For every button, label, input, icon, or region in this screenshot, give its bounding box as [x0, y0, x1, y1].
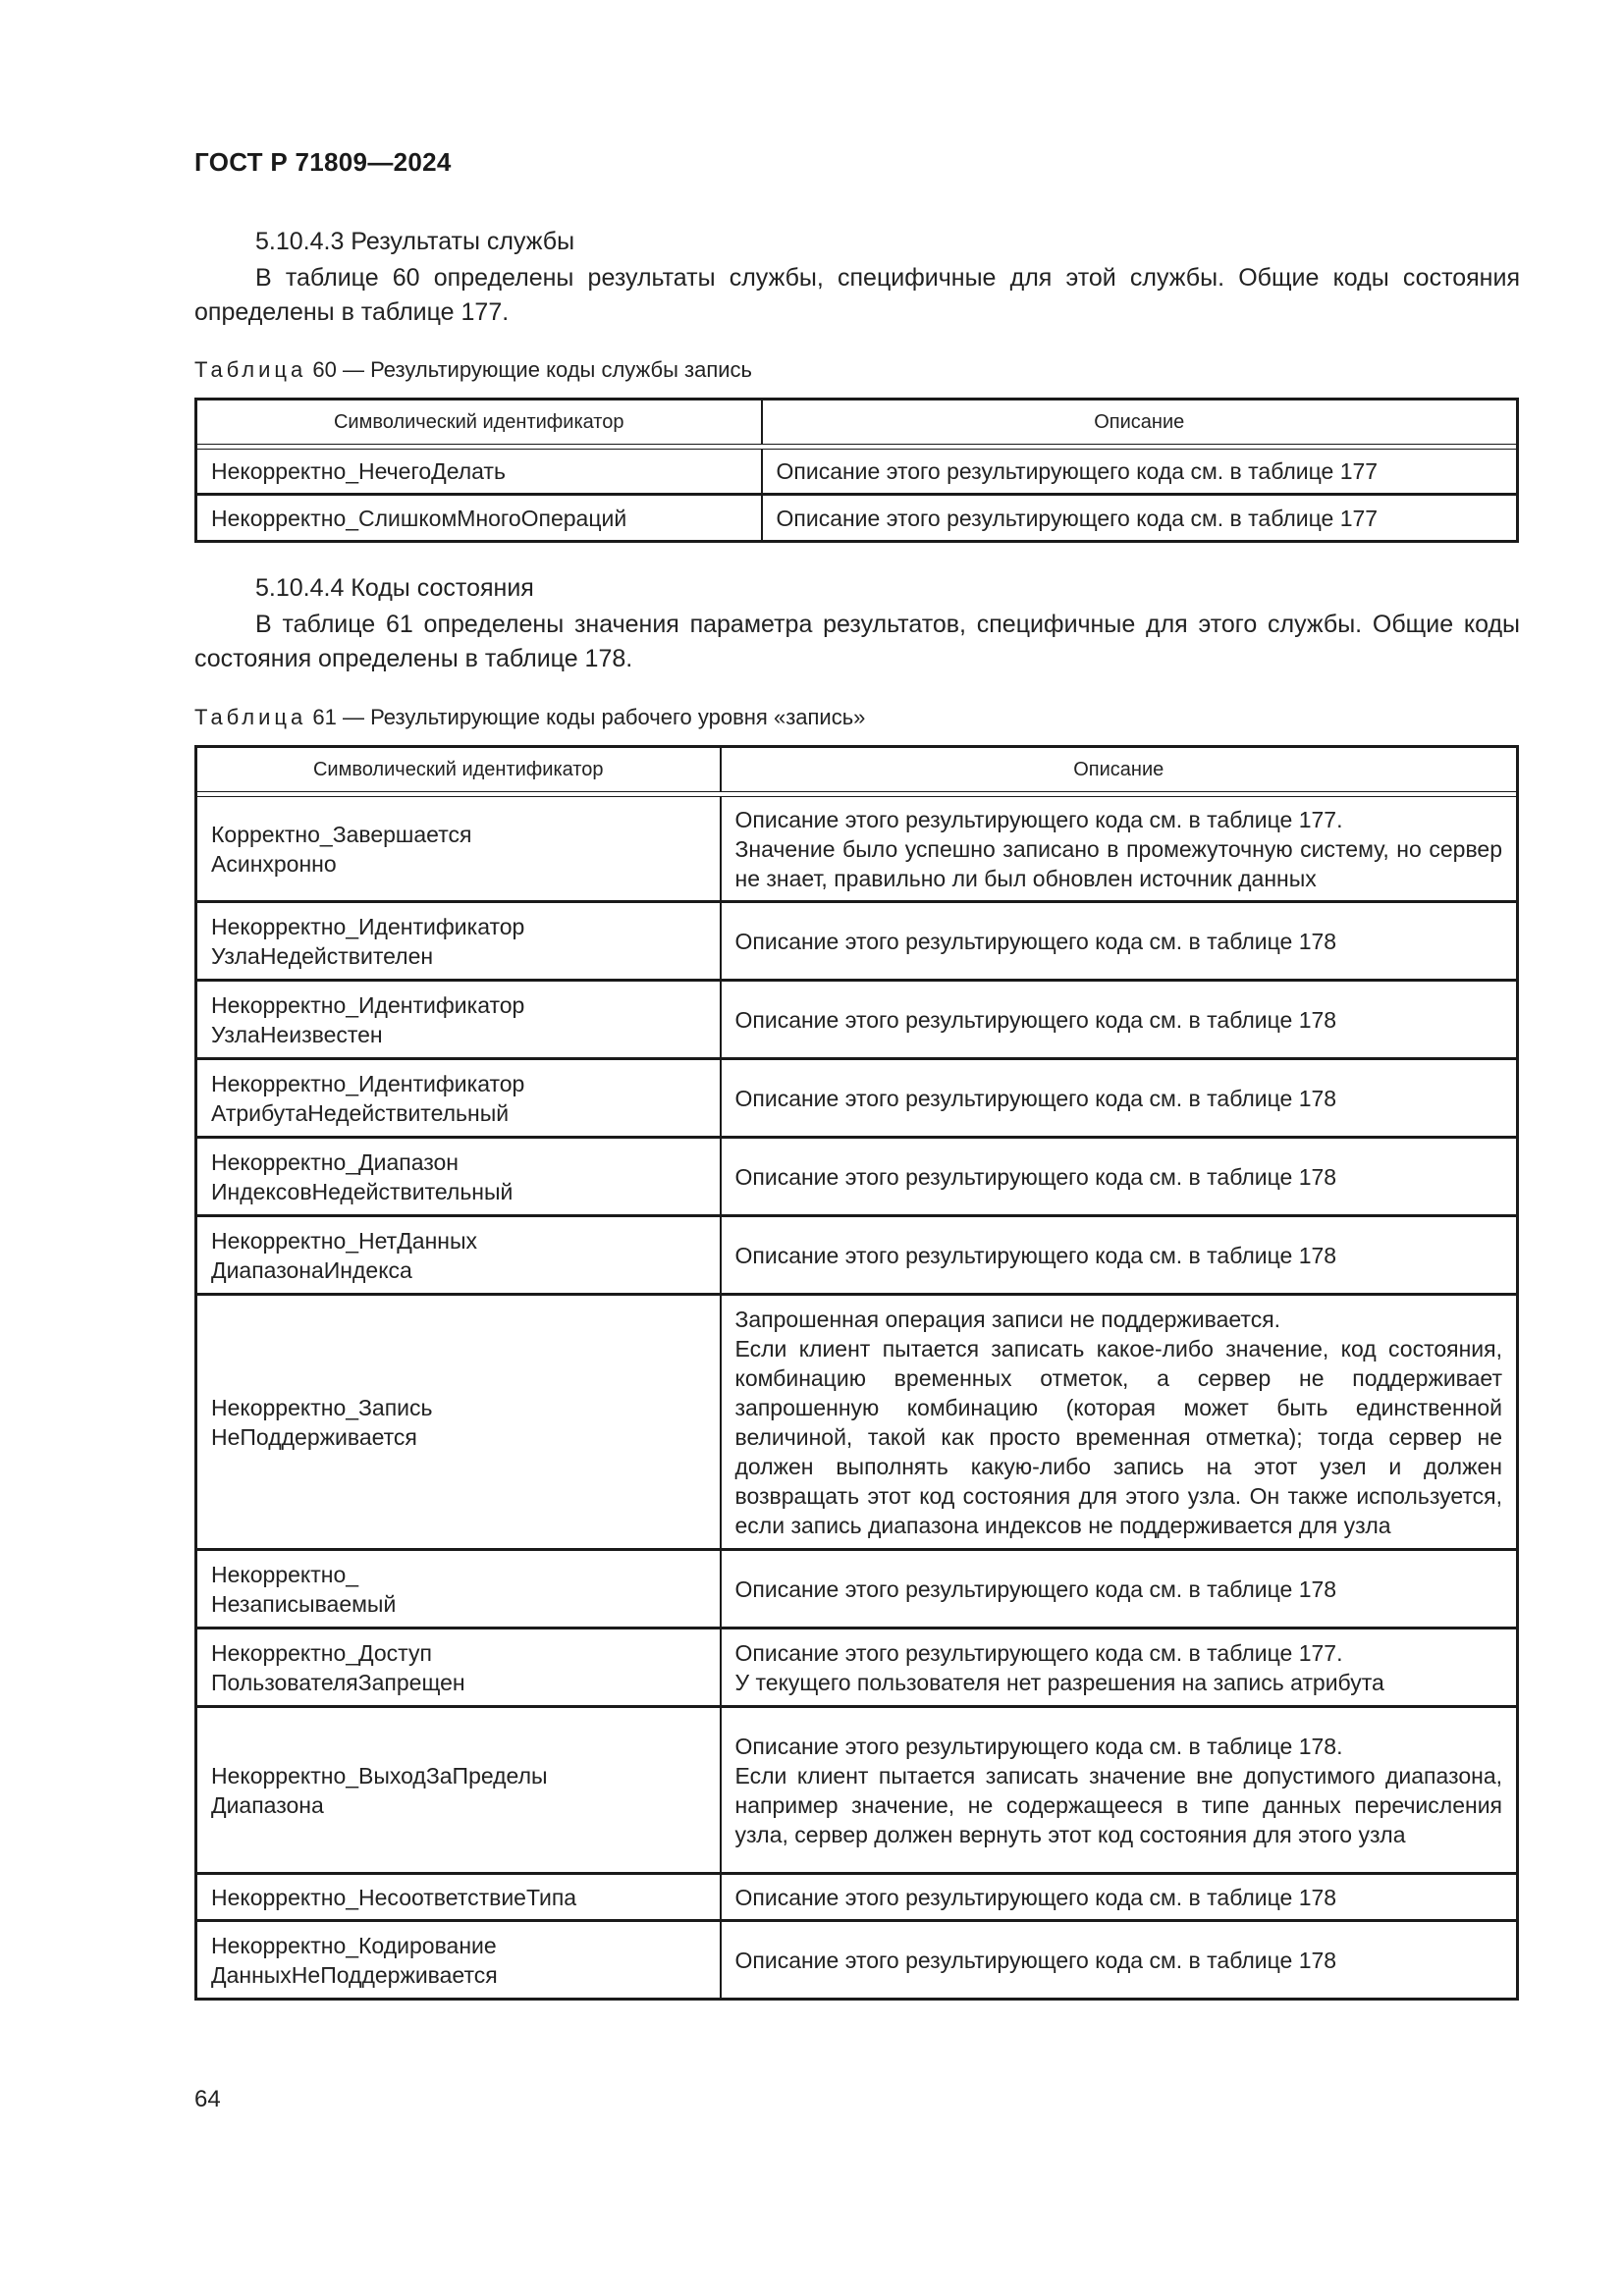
- cell-identifier: Некорректно_НетДанных ДиапазонаИндекса: [196, 1216, 721, 1295]
- table-row: [196, 1874, 1518, 1921]
- table-row: [196, 902, 1518, 981]
- caption-prefix: Таблица: [194, 357, 307, 382]
- section-paragraph-5-10-4-4: [194, 608, 1520, 676]
- section-paragraph-5-10-4-3: [194, 261, 1520, 330]
- cell-identifier: Некорректно_НечегоДелать: [196, 450, 762, 495]
- cell-identifier: Некорректно_Запись НеПоддерживается: [196, 1295, 721, 1550]
- table-60: [194, 398, 1519, 543]
- table-61: [194, 745, 1519, 2001]
- cell-identifier: Некорректно_ВыходЗаПределы Диапазона: [196, 1707, 721, 1874]
- cell-identifier: Корректно_Завершается Асинхронно: [196, 797, 721, 902]
- cell-description: Описание этого результирующего кода см. в таблице 178: [721, 1874, 1518, 1921]
- paragraph-text: В таблице 60 определены результаты службы, специфичные для этой службы. Общие коды состояния определены в таблице 177.: [194, 264, 1520, 326]
- cell-description: Описание этого результирующего кода см. в таблице 178: [721, 1921, 1518, 2000]
- cell-description: Описание этого результирующего кода см. в таблице 178: [721, 1550, 1518, 1629]
- table-row: [196, 495, 1518, 542]
- section-title-5-10-4-4: 5.10.4.4 Коды состояния: [255, 574, 534, 602]
- section-title-5-10-4-3: 5.10.4.3 Результаты службы: [255, 228, 575, 255]
- cell-identifier: Некорректно_НесоответствиеТипа: [196, 1874, 721, 1921]
- caption-text: 60 — Результирующие коды службы запись: [312, 357, 753, 382]
- cell-identifier: Некорректно_ Незаписываемый: [196, 1550, 721, 1629]
- caption-prefix: Таблица: [194, 705, 307, 729]
- cell-description: Описание этого результирующего кода см. в таблице 178: [721, 981, 1518, 1059]
- caption-text: 61 — Результирующие коды рабочего уровня «запись»: [312, 705, 866, 729]
- table-row: [196, 1921, 1518, 2000]
- cell-identifier: Некорректно_Идентификатор АтрибутаНедействительный: [196, 1059, 721, 1138]
- table-row: [196, 1295, 1518, 1550]
- table-row: [196, 1707, 1518, 1874]
- table-header-row: [196, 400, 1518, 445]
- cell-description: Описание этого результирующего кода см. в таблице 178: [721, 1216, 1518, 1295]
- cell-description: Описание этого результирующего кода см. в таблице 177. Значение было успешно записано в промежуточную систему, но сервер не знает, правильно ли был обновлен источник данных: [721, 797, 1518, 902]
- cell-description: Запрошенная операция записи не поддерживается. Если клиент пытается записать какое-либо значение, код состояния, комбинацию временных отметок, а сервер не поддерживает запрошенную комбинацию (которая может быть единственной величиной, такой как просто временная отметка); тогда сервер не должен выполнять какую-либо запись на этот узел и должен возвращать этот код состояния для этого узла. Он также используется, если запись диапазона индексов не поддерживается для узла: [721, 1295, 1518, 1550]
- table-row: [196, 1216, 1518, 1295]
- column-header-description: Описание: [721, 747, 1518, 792]
- cell-identifier: Некорректно_Идентификатор УзлаНеизвестен: [196, 981, 721, 1059]
- cell-description: Описание этого результирующего кода см. в таблице 178. Если клиент пытается записать значение вне допустимого диапазона, например значение, не содержащееся в типе данных перечисления узла, сервер должен вернуть этот код состояния для этого узла: [721, 1707, 1518, 1874]
- column-header-identifier: Символический идентификатор: [196, 400, 762, 445]
- table-row: [196, 1629, 1518, 1707]
- cell-description: Описание этого результирующего кода см. в таблице 178: [721, 1138, 1518, 1216]
- cell-identifier: Некорректно_СлишкомМногоОпераций: [196, 495, 762, 542]
- table-row: [196, 1138, 1518, 1216]
- cell-identifier: Некорректно_Доступ ПользователяЗапрещен: [196, 1629, 721, 1707]
- cell-description: Описание этого результирующего кода см. в таблице 177: [762, 495, 1518, 542]
- cell-description: Описание этого результирующего кода см. в таблице 178: [721, 902, 1518, 981]
- column-header-description: Описание: [762, 400, 1518, 445]
- table-row: [196, 1550, 1518, 1629]
- paragraph-text: В таблице 61 определены значения параметра результатов, специфичные для этого службы. Общие коды состояния определены в таблице 178.: [194, 611, 1520, 672]
- cell-description: Описание этого результирующего кода см. в таблице 177. У текущего пользователя нет разрешения на запись атрибута: [721, 1629, 1518, 1707]
- cell-identifier: Некорректно_Идентификатор УзлаНедействителен: [196, 902, 721, 981]
- cell-description: Описание этого результирующего кода см. в таблице 177: [762, 450, 1518, 495]
- table-row: [196, 1059, 1518, 1138]
- table-61-caption: [194, 705, 865, 730]
- cell-identifier: Некорректно_Диапазон ИндексовНедействительный: [196, 1138, 721, 1216]
- table-row: [196, 797, 1518, 902]
- table-header-row: [196, 747, 1518, 792]
- document-standard-id: ГОСТ Р 71809—2024: [194, 147, 452, 177]
- cell-description: Описание этого результирующего кода см. в таблице 178: [721, 1059, 1518, 1138]
- table-60-caption: [194, 357, 752, 383]
- table-row: [196, 450, 1518, 495]
- page-number: 64: [194, 2086, 221, 2112]
- cell-identifier: Некорректно_Кодирование ДанныхНеПоддерживается: [196, 1921, 721, 2000]
- column-header-identifier: Символический идентификатор: [196, 747, 721, 792]
- table-row: [196, 981, 1518, 1059]
